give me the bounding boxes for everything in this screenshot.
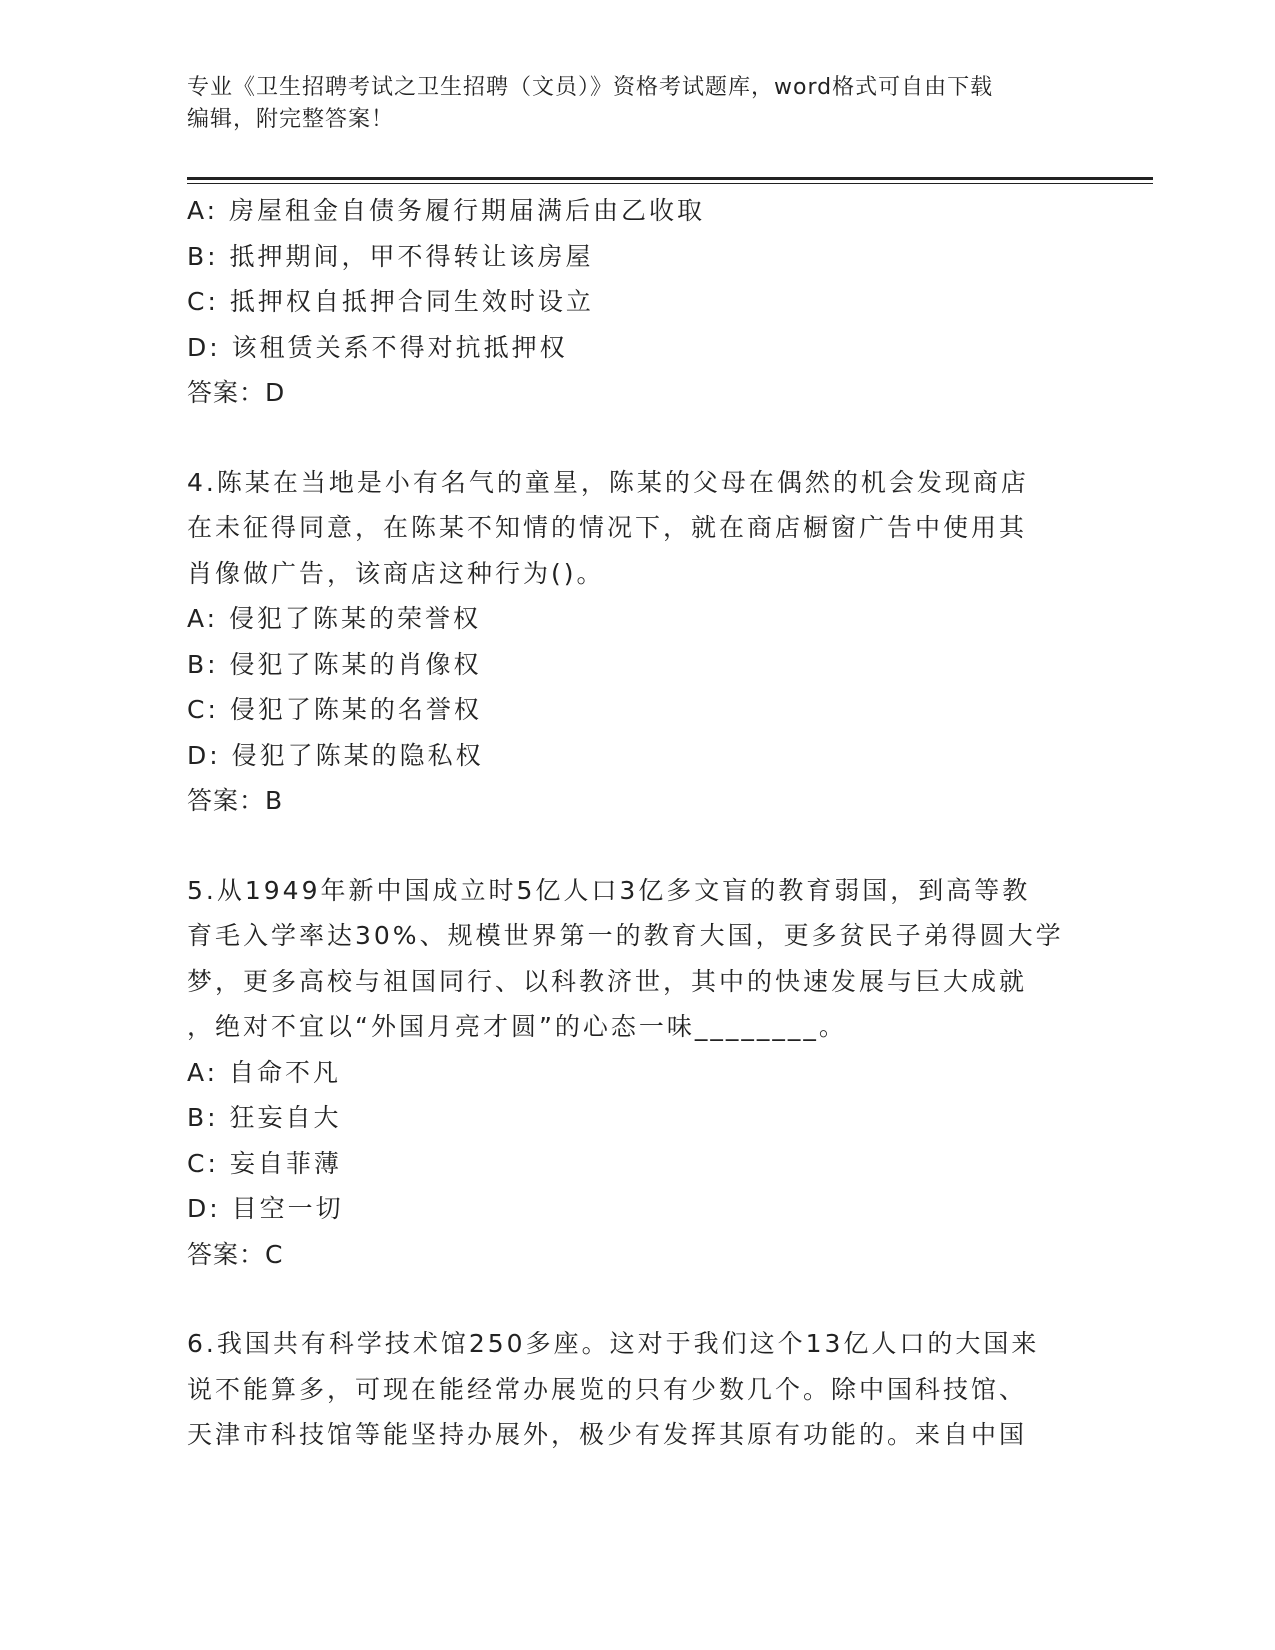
question-stem-line: 5.从1949年新中国成立时5亿人口3亿多文盲的教育弱国，到高等教: [187, 875, 1031, 905]
option-a: A: 房屋租金自债务履行期届满后由乙收取: [187, 196, 706, 225]
option-b: B: 抵押期间，甲不得转让该房屋: [187, 241, 594, 271]
option-a: A: 侵犯了陈某的荣誉权: [187, 604, 482, 633]
option-a: A: 自命不凡: [187, 1057, 342, 1087]
header-divider-thin: [187, 183, 1153, 184]
question-stem-line: 育毛入学率达30%、规模世界第一的教育大国，更多贫民子弟得圆大学: [187, 921, 1064, 950]
question-stem-line: 肖像做广告，该商店这种行为()。: [187, 558, 605, 588]
document-header: [187, 72, 1067, 136]
question-stem-line: 6.我国共有科学技术馆250多座。这对于我们这个13亿人口的大国来: [187, 1329, 1040, 1358]
header-line-2: 编辑，附完整答案！: [187, 107, 395, 132]
question-stem-line: 天津市科技馆等能坚持办展外，极少有发挥其原有功能的。来自中国: [187, 1420, 1028, 1449]
question-stem-line: ，绝对不宜以“外国月亮才圆”的心态一味________。: [187, 1012, 847, 1041]
question-stem-line: 4.陈某在当地是小有名气的童星，陈某的父母在偶然的机会发现商店: [187, 467, 1029, 497]
option-b: B: 狂妄自大: [187, 1103, 342, 1132]
question-3-tail: [187, 188, 1087, 416]
question-6: [187, 1321, 1087, 1458]
option-c: C: 抵押权自抵押合同生效时设立: [187, 287, 594, 316]
header-line-1: 专业《卫生招聘考试之卫生招聘（文员）》资格考试题库，word格式可自由下载: [187, 75, 994, 100]
answer: 答案：B: [187, 786, 284, 815]
question-4: [187, 460, 1087, 824]
header-divider-thick: [187, 177, 1153, 180]
option-d: D: 该租赁关系不得对抗抵押权: [187, 332, 568, 362]
option-b: B: 侵犯了陈某的肖像权: [187, 649, 482, 679]
answer: 答案：C: [187, 1239, 284, 1269]
question-stem-line: 在未征得同意，在陈某不知情的情况下，就在商店橱窗广告中使用其: [187, 513, 1028, 542]
answer: 答案：D: [187, 378, 286, 407]
question-list: [187, 188, 1087, 1458]
question-gap: [187, 1277, 1087, 1321]
question-stem-line: 说不能算多，可现在能经常办展览的只有少数几个。除中国科技馆、: [187, 1374, 1028, 1404]
question-gap: [187, 416, 1087, 460]
option-d: D: 侵犯了陈某的隐私权: [187, 740, 484, 770]
question-5: [187, 868, 1087, 1278]
option-d: D: 目空一切: [187, 1194, 344, 1223]
question-gap: [187, 824, 1087, 868]
option-c: C: 妄自菲薄: [187, 1148, 342, 1178]
option-c: C: 侵犯了陈某的名誉权: [187, 695, 482, 724]
question-stem-line: 梦，更多高校与祖国同行、以科教济世，其中的快速发展与巨大成就: [187, 966, 1028, 996]
